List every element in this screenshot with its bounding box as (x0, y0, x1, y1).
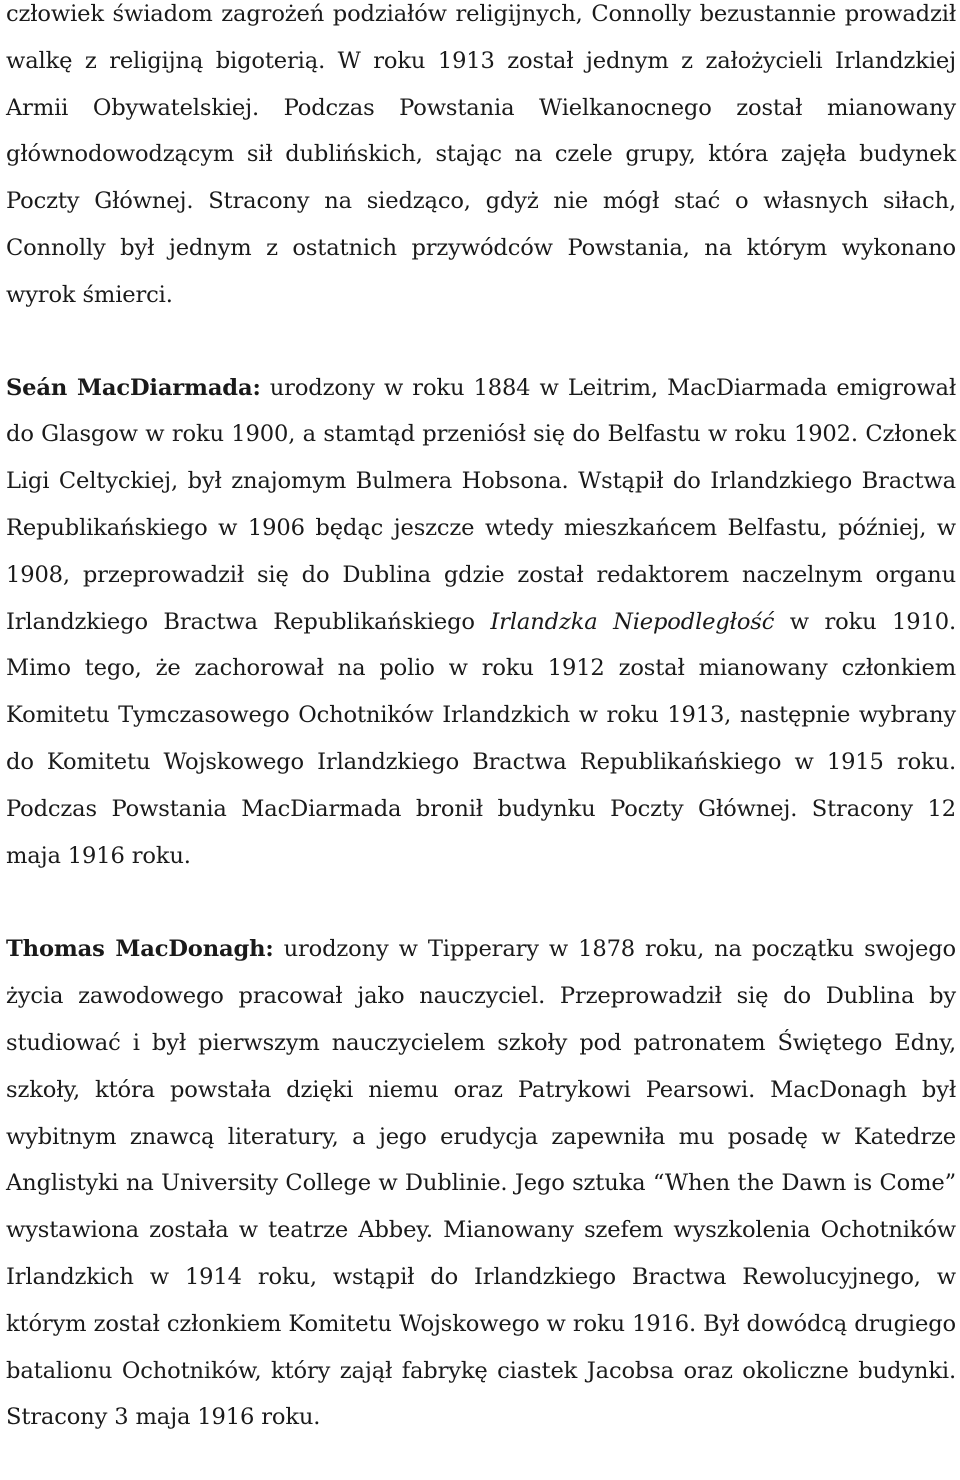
paragraph-macdonagh (6, 926, 956, 1441)
name-thomas-macdonagh: Thomas MacDonagh: (6, 936, 274, 963)
paragraph-connolly-text: człowiek świadom zagrożeń podziałów religijnych, Connolly bezustannie prowadził walkę z religijną bigoterią. W roku 1913 został jednym z założycieli Irlandzkiej Armii Obywatelskiej. Podczas Powstania Wielkanocnego został mianowany głównodowodzącym sił dublińskich, stając na czele grupy, która zajęła budynek Poczty Głównej. Stracony na siedząco, gdyż nie mógł stać o własnych siłach, Connolly był jednym z ostatnich przywódców Powstania, na którym wykonano wyrok śmierci. (6, 1, 956, 308)
paragraph-macdiarmada-text-a: urodzony w roku 1884 w Leitrim, MacDiarmada emigrował do Glasgow w roku 1900, a stamtąd przeniósł się do Belfastu w roku 1902. Członek Ligi Celtyckiej, był znajomym Bulmera Hobsona. Wstąpił do Irlandzkiego Bractwa Republikańskiego w 1906 będąc jeszcze wtedy mieszkańcem Belfastu, później, w 1908, przeprowadził się do Dublina gdzie został redaktorem naczelnym organu Irlandzkiego Bractwa Republikańskiego (6, 374, 956, 635)
paragraph-macdiarmada-text-b: w roku 1910. Mimo tego, że zachorował na polio w roku 1912 został mianowany członkiem Komitetu Tymczasowego Ochotników Irlandzkich w roku 1913, następnie wybrany do Komitetu Wojskowego Irlandzkiego Bractwa Republikańskiego w 1915 roku. Podczas Powstania MacDiarmada bronił budynku Poczty Głównej. Stracony 12 maja 1916 roku. (6, 608, 956, 869)
document-page (6, 0, 956, 1441)
paragraph-macdiarmada (6, 365, 956, 880)
paragraph-connolly (6, 0, 956, 319)
paragraph-macdonagh-text: urodzony w Tipperary w 1878 roku, na początku swojego życia zawodowego pracował jako nauczyciel. Przeprowadził się do Dublina by studiować i był pierwszym nauczycielem szkoły pod patronatem Świętego Edny, szkoły, która powstała dzięki niemu oraz Patrykowi Pearsowi. MacDonagh był wybitnym znawcą literatury, a jego erudycja zapewniła mu posadę w Katedrze Anglistyki na University College w Dublinie. Jego sztuka “When the Dawn is Come” wystawiona została w teatrze Abbey. Mianowany szefem wyszkolenia Ochotników Irlandzkich w 1914 roku, wstąpił do Irlandzkiego Bractwa Rewolucyjnego, w którym został członkiem Komitetu Wojskowego w roku 1916. Był dowódcą drugiego batalionu Ochotników, który zajął fabrykę ciastek Jacobsa oraz okoliczne budynki. Stracony 3 maja 1916 roku. (6, 936, 957, 1431)
name-sean-macdiarmada: Seán MacDiarmada: (6, 374, 261, 401)
publication-title: Irlandzka Niepodległość (490, 608, 775, 635)
